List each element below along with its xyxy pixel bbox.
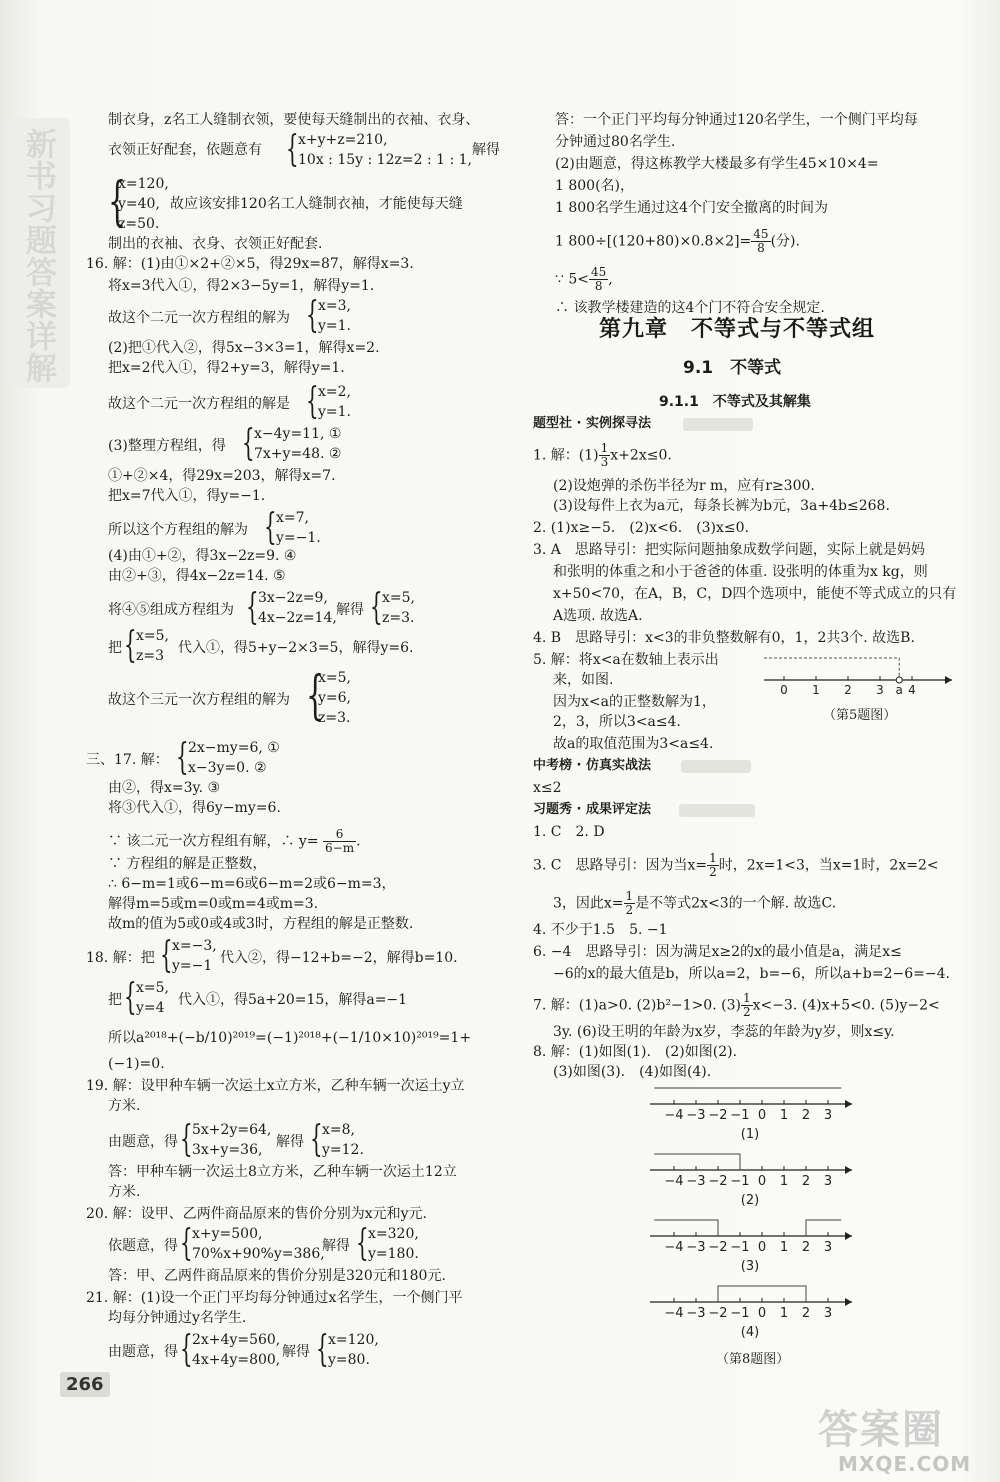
text-run: (分). (770, 233, 800, 250)
text-line: 代入①，得5+y−2×3=5，解得y=6. (178, 640, 414, 656)
text-line: 制出的衣袖、衣身、衣领正好配套. (108, 236, 323, 252)
equation: 2x+4y=560, (192, 1332, 281, 1348)
page-number: 266 (60, 1372, 110, 1397)
tick-label: −1 (730, 1306, 750, 1321)
equation: y=40, (118, 196, 160, 212)
text-line: 解得 (282, 1344, 310, 1360)
equation-system (192, 1120, 271, 1160)
text-line: 1 800(名)， (555, 178, 635, 194)
equation: x=8, (322, 1122, 355, 1138)
section-tag: 题型社 · 实例探寻法 (533, 416, 651, 431)
watermark (818, 1398, 988, 1478)
text-line: 把 (108, 640, 122, 656)
text-line: 制衣身，z名工人缝制衣领，要使每天缝制出的衣袖、衣身、 (108, 112, 480, 128)
text-line: 解得m=5或m=0或m=4或m=3. (108, 896, 319, 912)
section-title: 9.1 不等式 (683, 358, 782, 378)
solution-range-bracket (654, 1154, 740, 1170)
text-line: 答：甲种车辆一次运土8立方米，乙种车辆一次运土12立 (108, 1164, 457, 1180)
text-run: 1 800÷[(120+80)×0.8×2]= (555, 233, 752, 250)
text-line: 解得 (322, 1238, 350, 1254)
brace: { (180, 1223, 193, 1264)
text-line (555, 228, 800, 255)
text-line: 所以a²⁰¹⁸+(−b/10)²⁰¹⁹=(−1)²⁰¹⁸+(−1/10×10)²⁰¹⁹=1+ (108, 1030, 472, 1046)
text-run: ∵ 5< (555, 271, 589, 288)
text-line: ①+②×4，得29x=203，解得x=7. (108, 468, 336, 484)
tick-label: −4 (664, 1174, 684, 1189)
tick-label: 0 (757, 1306, 767, 1321)
fraction: $\frac{1}{3}$ (600, 441, 609, 469)
equation: x=−3, (172, 938, 217, 954)
equation: y=12. (322, 1142, 364, 1158)
text-line: 和张明的体重之和小于爸爸的体重. 设张明的体重为x kg，则 (553, 564, 928, 580)
axis-arrow (945, 676, 952, 684)
text-line: (−1)=0. (108, 1056, 165, 1072)
text-line: 分钟通过80名学生. (555, 134, 676, 150)
text-line: 把x=7代入①，得y=−1. (108, 488, 266, 504)
equation: z=3 (136, 648, 165, 664)
axis-arrow (845, 1298, 852, 1306)
axis-arrow (845, 1100, 852, 1108)
text-line: 把 (108, 992, 122, 1008)
axis-arrow (845, 1232, 852, 1240)
tick-label: 1 (779, 1306, 789, 1321)
text-line: 由题意，得 (108, 1344, 178, 1360)
tick-label: 1 (779, 1108, 789, 1123)
tag-badge (681, 760, 751, 773)
text-line: 所以这个方程组的解为 (108, 522, 248, 538)
answer-6: 6. −4 思路导引：因为满足x≥2的x的最小值是a，满足x≤ (533, 944, 902, 960)
text-line: ∵ 方程组的解是正整数， (108, 856, 267, 872)
brace: { (160, 935, 173, 976)
equation: x=5, (136, 628, 169, 644)
equation: y=4 (136, 1000, 165, 1016)
text-line: 解得 (472, 142, 500, 158)
equation: x=320, (368, 1226, 419, 1242)
text-run: 7. 解：(1)a>0. (2)b²−1>0. (3) (533, 997, 741, 1014)
text-run: ∵ 该二元一次方程组有解，∴ y= (108, 833, 319, 850)
tick-label: 2 (844, 683, 852, 697)
equation-system (258, 588, 337, 628)
equation: 4x+4y=800, (192, 1352, 281, 1368)
chapter-title: 第九章 不等式与不等式组 (599, 317, 876, 342)
watermark-url: MXQE.COM (838, 1452, 972, 1476)
figure-5-number-line (760, 652, 960, 698)
equation: 10x : 15y : 12z=2 : 1 : 1, (298, 152, 472, 168)
section-tag: 习题秀 · 成果评定法 (533, 802, 651, 817)
tick-label: −2 (708, 1174, 728, 1189)
equation: x=120, (328, 1332, 379, 1348)
equation: y=−1. (276, 530, 321, 546)
text-line: 1 800名学生通过这4个门安全撤离的时间为 (555, 200, 828, 216)
equation-system (192, 1224, 325, 1264)
equation: y=180. (368, 1246, 419, 1262)
text-line: 故应该安排120名工人缝制衣袖，才能使每天缝 (170, 196, 463, 212)
text-line: x+50<70，在A，B，C，D四个选项中，能使不等式成立的只有 (553, 586, 957, 602)
text-line: 解得 (336, 602, 364, 618)
text-line (553, 890, 836, 917)
tick-label: −1 (730, 1240, 750, 1255)
equation: z=3. (382, 610, 415, 626)
equation: x=5, (382, 590, 415, 606)
text-line: 由题意，得 (108, 1134, 178, 1150)
text-run: 是不等式2x<3的一个解. 故选C. (635, 895, 837, 912)
equation: x−4y=11, ① (254, 426, 342, 442)
tick-label: 3 (823, 1174, 833, 1189)
tick-label: −4 (664, 1306, 684, 1321)
tick-label: 3 (823, 1306, 833, 1321)
tick-label: 3 (823, 1108, 833, 1123)
answer-1 (533, 442, 672, 469)
equation: x=7, (276, 510, 309, 526)
text-line: 代入②，得−12+b=−2，解得b=10. (220, 950, 458, 966)
equation-system (192, 1330, 280, 1370)
text-line: (4)由①+②，得3x−2z=9. ④ (108, 548, 297, 564)
tick-label: −3 (686, 1108, 706, 1123)
equation: x=5, (318, 670, 351, 686)
text-line: −6的x的最大值是b，所以a=2，b=−6，所以a+b=2−6=−4. (553, 966, 950, 982)
answer-19: 19. 解：设甲种车辆一次运土x立方米，乙种车辆一次运土y立 (86, 1078, 465, 1094)
figure-sublabel: (1) (740, 1127, 760, 1142)
equation-system (136, 978, 169, 1018)
equation-system (368, 1224, 419, 1264)
text-line: 因为x<a的正整数解为1， (553, 694, 716, 710)
text-line: 代入①，得5a+20=15，解得a=−1 (178, 992, 408, 1008)
text-line: 依题意，得 (108, 1238, 178, 1254)
answer-2: 2. (1)x≥−5. (2)x<6. (3)x≤0. (533, 520, 749, 536)
text-run: 1. 解：(1) (533, 447, 599, 464)
brace: { (124, 977, 137, 1018)
text-line: 来，如图. (553, 672, 614, 688)
text-line (555, 266, 613, 293)
text-line: (2)把①代入②，得5x−3×3=1，解得x=2. (108, 340, 380, 356)
equation-system (118, 174, 169, 234)
equation-system (318, 296, 351, 336)
text-line: 解得 (276, 1134, 304, 1150)
text-run: x+2x≤0. (610, 447, 672, 464)
text-line: 故这个三元一次方程组的解为 (108, 692, 290, 708)
equation: y=1. (318, 404, 351, 420)
equation: z=50. (118, 216, 160, 232)
equation: x−3y=0. ② (188, 760, 267, 776)
brace: { (246, 587, 259, 628)
equation-system (276, 508, 321, 548)
answer-1-2: 1. C 2. D (533, 824, 605, 840)
equation: 2x−my=6, ① (188, 740, 280, 756)
text-line: 3y. (6)设王明的年龄为x岁，李蕊的年龄为y岁，则x≤y. (553, 1024, 895, 1040)
equation-system (172, 936, 217, 976)
brace: { (316, 1329, 329, 1370)
answer-7 (533, 992, 940, 1019)
brace: { (306, 381, 319, 422)
text-line: (3)整理方程组，得 (108, 438, 226, 454)
tick-label: −2 (708, 1306, 728, 1321)
text-line: (2)由题意，得这栋教学大楼最多有学生45×10×4= (555, 156, 879, 172)
answer-17: 三、17. 解： (86, 752, 169, 768)
equation: x=5, (136, 980, 169, 996)
tick-label: 1 (779, 1174, 789, 1189)
equation: 4x−2z=14, (258, 610, 337, 626)
brace: { (180, 1119, 193, 1160)
text-line: 方米. (108, 1098, 141, 1114)
tick-label: −4 (664, 1108, 684, 1123)
tick-label: 4 (908, 683, 916, 697)
answer-4-5: 4. 不少于1.5 5. −1 (533, 922, 668, 938)
answer-5: 5. 解：将x<a在数轴上表示出 (533, 652, 719, 668)
text-line: x≤2 (533, 780, 562, 796)
text-line: 答：甲、乙两件商品原来的售价分别是320元和180元. (108, 1268, 446, 1284)
equation: x=3, (318, 298, 351, 314)
equation-system (318, 382, 351, 422)
figure-sublabel: (2) (740, 1193, 760, 1208)
tick-label: 3 (876, 683, 884, 697)
tick-label: −3 (686, 1174, 706, 1189)
fraction: $\frac{1}{2}$ (742, 991, 751, 1019)
brace: { (310, 1119, 323, 1160)
tick-label: 2 (801, 1306, 811, 1321)
equation-system (328, 1330, 379, 1370)
equation-system (382, 588, 415, 628)
tag-badge (683, 418, 753, 431)
text-line: 故a的取值范围为3<a≤4. (553, 736, 714, 752)
tick-label: 0 (780, 683, 788, 697)
tag-badge (679, 804, 755, 817)
text-line: (3)设每件上衣为a元，每条长裤为b元，3a+4b≤268. (553, 498, 890, 514)
tick-label: −2 (708, 1240, 728, 1255)
text-line: 将x=3代入①，得2×3−5y=1，解得y=1. (108, 278, 375, 294)
equation: y=80. (328, 1352, 370, 1368)
brace: { (286, 129, 299, 170)
equation: y=−1 (172, 958, 213, 974)
fraction: $\frac{1}{2}$ (625, 889, 634, 917)
tick-label: 1 (812, 683, 820, 697)
brace: { (124, 625, 137, 666)
equation: 7x+y=48. ② (254, 446, 342, 462)
text-run: 3. C 思路导引：因为当x= (533, 857, 708, 874)
equation-system (188, 738, 280, 778)
equation: x+y+z=210, (298, 132, 388, 148)
tick-label: 2 (801, 1108, 811, 1123)
tick-label: −1 (730, 1108, 750, 1123)
text-run: 3，因此x= (553, 895, 624, 912)
text-line: 故这个二元一次方程组的解是 (108, 396, 290, 412)
equation: x=2, (318, 384, 351, 400)
answer-4: 4. B 思路导引：x<3的非负整数解有0，1，2共3个. 故选B. (533, 630, 915, 646)
figure-8-number-lines (646, 1078, 856, 1348)
equation-system (298, 130, 472, 170)
brace: { (108, 172, 127, 232)
text-line: 由②，得x=3y. ③ (108, 780, 221, 796)
equation: x=120, (118, 176, 169, 192)
tick-label: a (895, 683, 903, 697)
solution-range-bracket (806, 1220, 841, 1236)
answer-3 (533, 852, 939, 879)
tick-label: −3 (686, 1240, 706, 1255)
tick-label: 0 (757, 1240, 767, 1255)
text-run: , (608, 271, 613, 288)
figure-caption: （第8题图） (716, 1352, 790, 1367)
fraction: $\frac{1}{2}$ (709, 851, 717, 879)
section-tag: 中考榜 · 仿真实战法 (533, 758, 651, 773)
tick-label: 3 (823, 1240, 833, 1255)
text-line: 衣领正好配套，依题意有 (108, 142, 262, 158)
watermark-logo: 答案圈 (818, 1407, 944, 1453)
brace: { (180, 1329, 193, 1370)
brace: { (264, 507, 277, 548)
text-line: ∴ 6−m=1或6−m=6或6−m=2或6−m=3， (108, 876, 396, 892)
figure-sublabel: (3) (740, 1259, 760, 1274)
brace: { (176, 737, 189, 778)
equation-system (254, 424, 341, 464)
equation: 3x−2z=9, (258, 590, 328, 606)
brace: { (356, 1223, 369, 1264)
subsection-title: 9.1.1 不等式及其解集 (659, 394, 811, 410)
text-line: 均每分钟通过y名学生. (108, 1310, 247, 1326)
brace: { (242, 423, 255, 464)
tick-label: 2 (801, 1240, 811, 1255)
solution-range-bracket (654, 1220, 718, 1236)
tick-label: 1 (779, 1240, 789, 1255)
equation: x+y=500, (192, 1226, 263, 1242)
equation: 5x+2y=64, (192, 1122, 272, 1138)
tick-label: −1 (730, 1174, 750, 1189)
fraction: $\frac{45}{8}$ (753, 227, 769, 255)
tick-label: 0 (757, 1174, 767, 1189)
answer-3: 3. A 思路导引：把实际问题抽象成数学问题，实际上就是妈妈 (533, 542, 925, 558)
text-line: 2，3，所以3<a≤4. (553, 714, 681, 730)
text-line: A选项. 故选A. (553, 608, 643, 624)
equation: 3x+y=36, (192, 1142, 263, 1158)
open-point (896, 677, 902, 683)
text-line: ∴ 该教学楼建造的这4个门不符合安全规定. (555, 300, 825, 316)
text-line: 将④⑤组成方程组为 (108, 602, 234, 618)
tick-label: −2 (708, 1108, 728, 1123)
axis-arrow (845, 1166, 852, 1174)
tick-label: 2 (801, 1174, 811, 1189)
figure-caption: （第5题图） (823, 708, 897, 723)
equation: z=3. (318, 710, 351, 726)
text-line: 由②+③，得4x−2z=14. ⑤ (108, 568, 286, 584)
answer-16: 16. 解：(1)由①×2+②×5，得29x=87，解得x=3. (86, 256, 414, 272)
fraction: $\frac{45}{8}$ (591, 265, 607, 293)
text-line: 方米. (108, 1184, 141, 1200)
answer-8: 8. 解：(1)如图(1). (2)如图(2). (533, 1044, 738, 1060)
tick-label: 0 (757, 1108, 767, 1123)
brace: { (370, 587, 383, 628)
answer-20: 20. 解：设甲、乙两件商品原来的售价分别为x元和y元. (86, 1206, 427, 1222)
text-run: 时，2x=1<3，当x=1时，2x=2< (718, 857, 939, 874)
equation: y=1. (318, 318, 351, 334)
text-line: (3)如图(3). (4)如图(4). (553, 1064, 712, 1080)
equation: y=6, (318, 690, 351, 706)
text-run: x<−3. (4)x+5<0. (5)y−2< (752, 997, 940, 1014)
text-line: 将③代入①，得6y−my=6. (108, 800, 281, 816)
answer-18: 18. 解：把 (86, 950, 155, 966)
text-line: ∵ 该二元一次方程组有解，∴ y= $\frac{6}{6-m}$ . (108, 827, 361, 855)
brace: { (306, 295, 319, 336)
text-line: 故m的值为5或0或4或3时，方程组的解是正整数. (108, 916, 414, 932)
tick-label: −4 (664, 1240, 684, 1255)
equation-system (136, 626, 169, 666)
fraction: $\frac{6}{6-m}$ (325, 827, 355, 855)
equation-system (318, 668, 351, 728)
equation: 70%x+90%y=386, (192, 1246, 325, 1262)
equation-system (322, 1120, 364, 1160)
text-line: 故这个二元一次方程组的解为 (108, 310, 290, 326)
figure-sublabel: (4) (740, 1325, 760, 1340)
answer-21: 21. 解：(1)设一个正门平均每分钟通过x名学生，一个侧门平 (86, 1290, 463, 1306)
brace: { (306, 666, 325, 726)
side-tab-text: 新书习题答案详解 (20, 128, 56, 384)
text-line: 把x=2代入①，得2+y=3，解得y=1. (108, 360, 345, 376)
text-line: 答：一个正门平均每分钟通过120名学生，一个侧门平均每 (555, 112, 918, 128)
text-line: (2)设炮弹的杀伤半径为r m，应有r≥300. (553, 478, 815, 494)
tick-label: −3 (686, 1306, 706, 1321)
